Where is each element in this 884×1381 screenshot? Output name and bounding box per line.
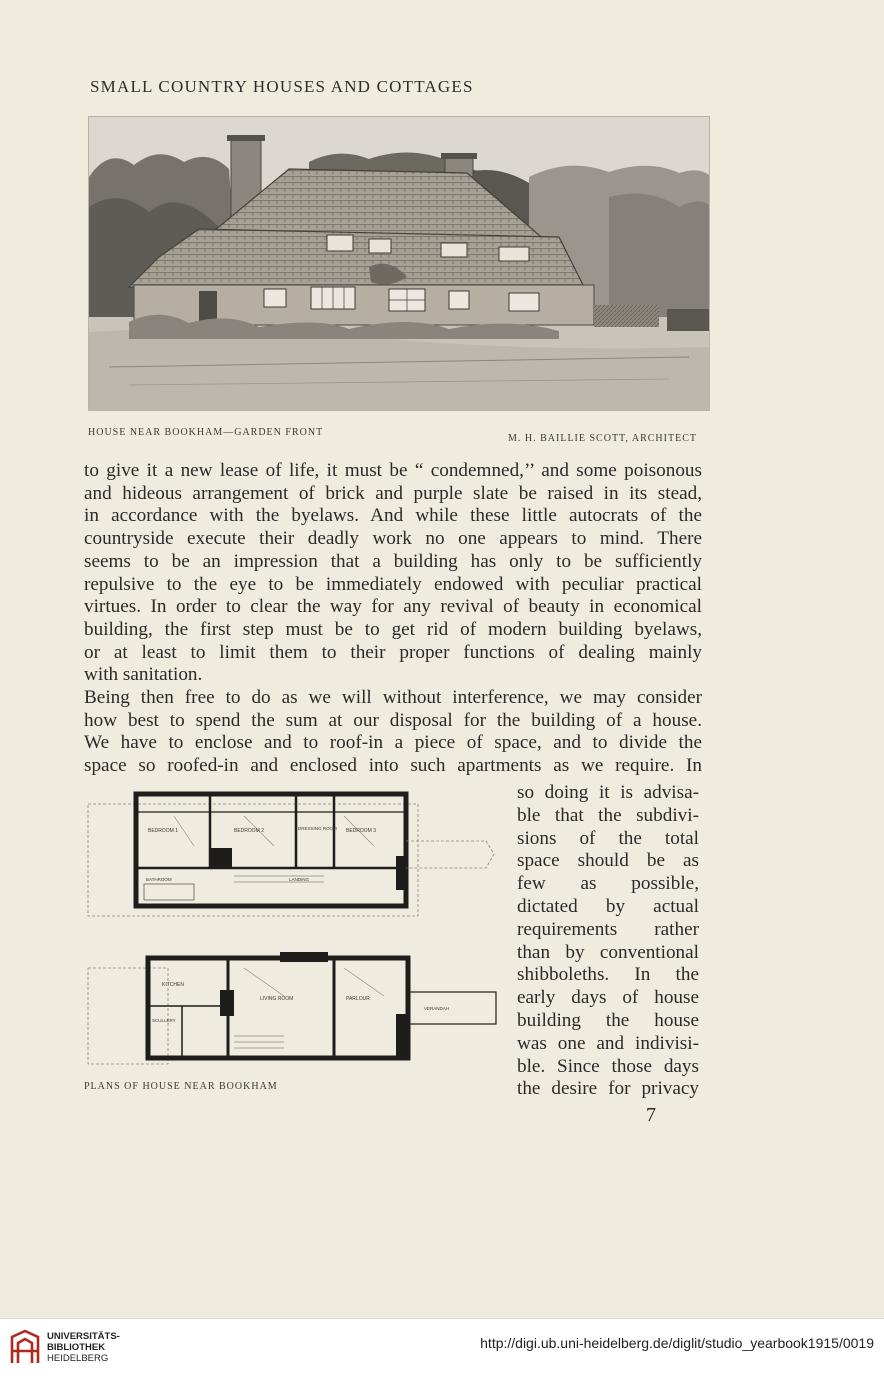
text-line: early days of house xyxy=(517,987,699,1009)
body-text xyxy=(84,460,702,778)
text-line: or at least to limit them to their proper functions of dealing mainly xyxy=(84,641,702,663)
text-line: how best to spend the sum at our disposal for the building of a house. xyxy=(84,709,702,731)
room-label: BEDROOM 2 xyxy=(234,828,265,834)
library-name xyxy=(47,1331,120,1364)
plans-caption: PLANS OF HOUSE NEAR BOOKHAM xyxy=(84,1081,278,1092)
text-line: dictated by actual xyxy=(517,895,699,917)
illustration-caption-left: HOUSE NEAR BOOKHAM—GARDEN FRONT xyxy=(88,427,324,438)
text-line: countryside execute their deadly work no one appears to mind. There xyxy=(84,528,702,550)
floor-plans xyxy=(84,786,504,1076)
text-line: requirements rather xyxy=(517,918,699,940)
source-url-link[interactable]: http://digi.ub.uni-heidelberg.de/diglit/studio_yearbook1915/0019 xyxy=(480,1335,874,1351)
house-illustration xyxy=(88,116,710,411)
room-label: LANDING xyxy=(289,877,310,882)
text-line: shibboleths. In the xyxy=(517,964,699,986)
library-footer xyxy=(0,1318,884,1381)
text-line: was one and indivisi- xyxy=(517,1032,699,1054)
text-line: the desire for privacy xyxy=(517,1078,699,1100)
university-library-logo-icon[interactable] xyxy=(8,1327,42,1367)
text-line: in accordance with the byelaws. And while these little autocrats of the xyxy=(84,505,702,527)
text-line: Being then free to do as we will without interference, we may consider xyxy=(84,687,702,709)
text-line: ble that the subdivi- xyxy=(517,804,699,826)
room-label: LIVING ROOM xyxy=(260,996,294,1002)
text-line: We have to enclose and to roof-in a piece of space, and to divide the xyxy=(84,732,702,754)
room-label: BEDROOM 1 xyxy=(148,828,179,834)
library-name-line: UNIVERSITÄTS- xyxy=(47,1331,120,1342)
room-label: SCULLERY xyxy=(152,1018,176,1023)
illustration-caption-right: M. H. BAILLIE SCOTT, ARCHITECT xyxy=(508,433,697,444)
room-label: DRESSING ROOM xyxy=(298,826,337,831)
text-line: and hideous arrangement of brick and purple slate be raised in its stead, xyxy=(84,482,702,504)
text-line: space should be as xyxy=(517,850,699,872)
running-head: SMALL COUNTRY HOUSES AND COTTAGES xyxy=(90,77,474,96)
text-line: with sanitation. xyxy=(84,664,203,686)
room-label: VERANDAH xyxy=(424,1006,450,1011)
text-line: to give it a new lease of life, it must be “ condemned,’’ and some poisonous xyxy=(84,460,702,481)
side-column-text xyxy=(517,782,699,1101)
room-label: BATHROOM xyxy=(146,877,172,882)
library-name-line: HEIDELBERG xyxy=(47,1353,109,1364)
text-line: so doing it is advisa- xyxy=(517,782,699,803)
text-line: building, the first step must be to get rid of modern building byelaws, xyxy=(84,618,702,640)
floor-plan-drawing xyxy=(84,786,504,1076)
page-number: 7 xyxy=(646,1104,656,1126)
text-line: seems to be an impression that a building has only to be sufficiently xyxy=(84,550,702,572)
text-line: than by conventional xyxy=(517,941,699,963)
text-line: few as possible, xyxy=(517,873,699,895)
lower-floor-plan xyxy=(88,952,496,1064)
text-line: sions of the total xyxy=(517,827,699,849)
library-name-line: BIBLIOTHEK xyxy=(47,1342,106,1353)
text-line: ble. Since those days xyxy=(517,1055,699,1077)
text-line: virtues. In order to clear the way for any revival of beauty in economical xyxy=(84,596,702,618)
text-line: space so roofed-in and enclosed into such apartments as we require. In xyxy=(84,755,702,777)
text-line: repulsive to the eye to be immediately endowed with peculiar practical xyxy=(84,573,702,595)
room-label: BEDROOM 3 xyxy=(346,828,377,834)
house-drawing xyxy=(89,117,709,410)
room-label: KITCHEN xyxy=(162,982,184,988)
text-line: building the house xyxy=(517,1009,699,1031)
room-label: PARLOUR xyxy=(346,996,370,1002)
upper-floor-plan xyxy=(88,794,494,916)
